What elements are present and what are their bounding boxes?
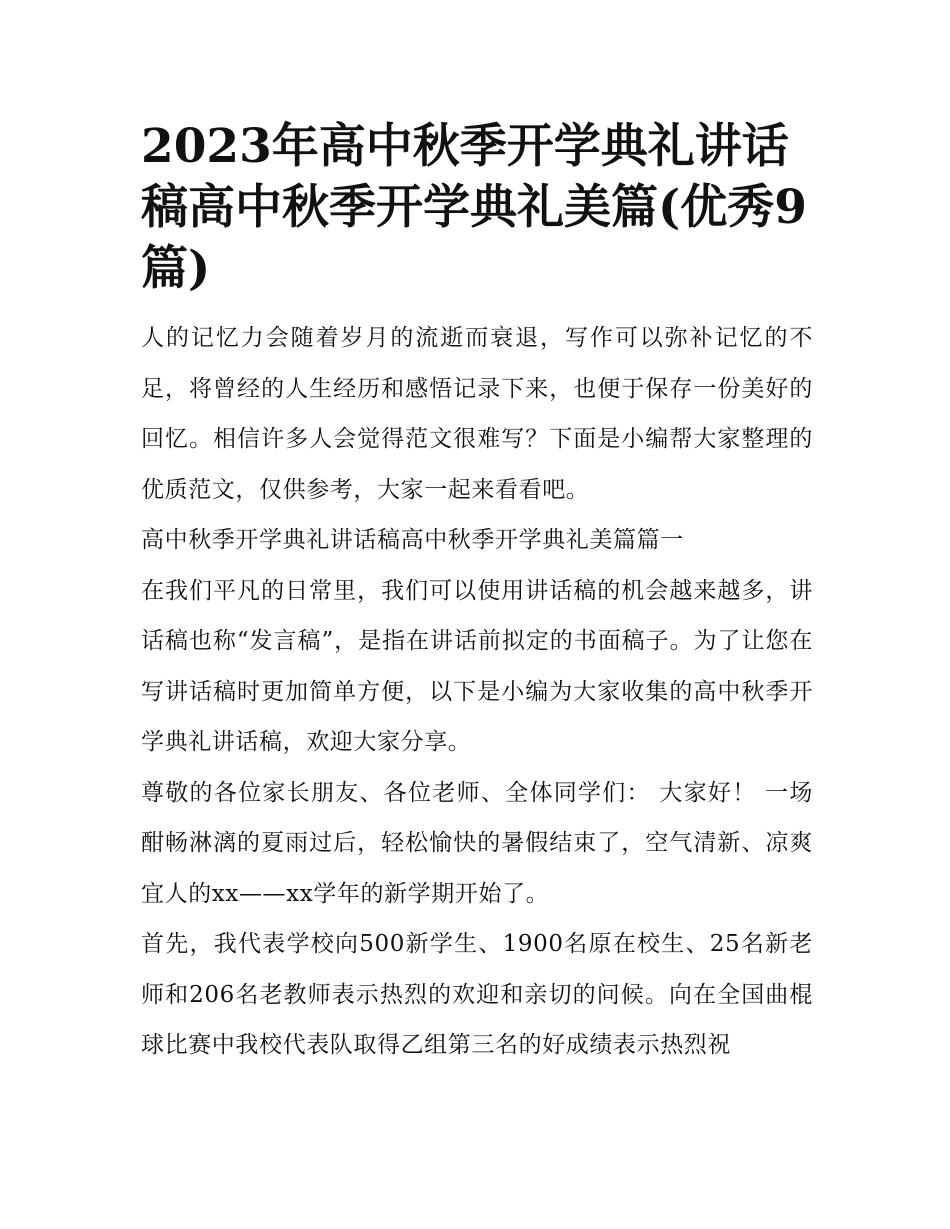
section-heading: 高中秋季开学典礼讲话稿高中秋季开学典礼美篇篇一 <box>141 527 684 553</box>
body-paragraph: 尊敬的各位家长朋友、各位老师、全体同学们： 大家好！ 一场酣畅淋漓的夏雨过后，轻松愉快的暑假结束了，空气清新、凉爽宜人的xx——xx学年的新学期开始了。 <box>141 779 813 907</box>
body-paragraph: 首先，我代表学校向500新学生、1900名原在校生、25名新老师和206名老教师表示热烈的欢迎和亲切的问候。向在全国曲棍球比赛中我校代表队取得乙组第三名的好成绩表示热烈祝 <box>141 931 813 1058</box>
document-title: 2023年高中秋季开学典礼讲话稿高中秋季开学典礼美篇(优秀9篇) <box>141 119 807 296</box>
document-page <box>141 116 813 1071</box>
body-paragraph: 在我们平凡的日常里，我们可以使用讲话稿的机会越来越多，讲话稿也称“发言稿”，是指在讲话前拟定的书面稿子。为了让您在写讲话稿时更加简单方便，以下是小编为大家收集的高中秋季开学典礼讲话稿，欢迎大家分享。 <box>141 577 813 755</box>
intro-paragraph: 人的记忆力会随着岁月的流逝而衰退，写作可以弥补记忆的不足，将曾经的人生经历和感悟记录下来，也便于保存一份美好的回忆。相信许多人会觉得范文很难写？下面是小编帮大家整理的优质范文，仅供参考，大家一起来看看吧。 <box>141 325 813 503</box>
